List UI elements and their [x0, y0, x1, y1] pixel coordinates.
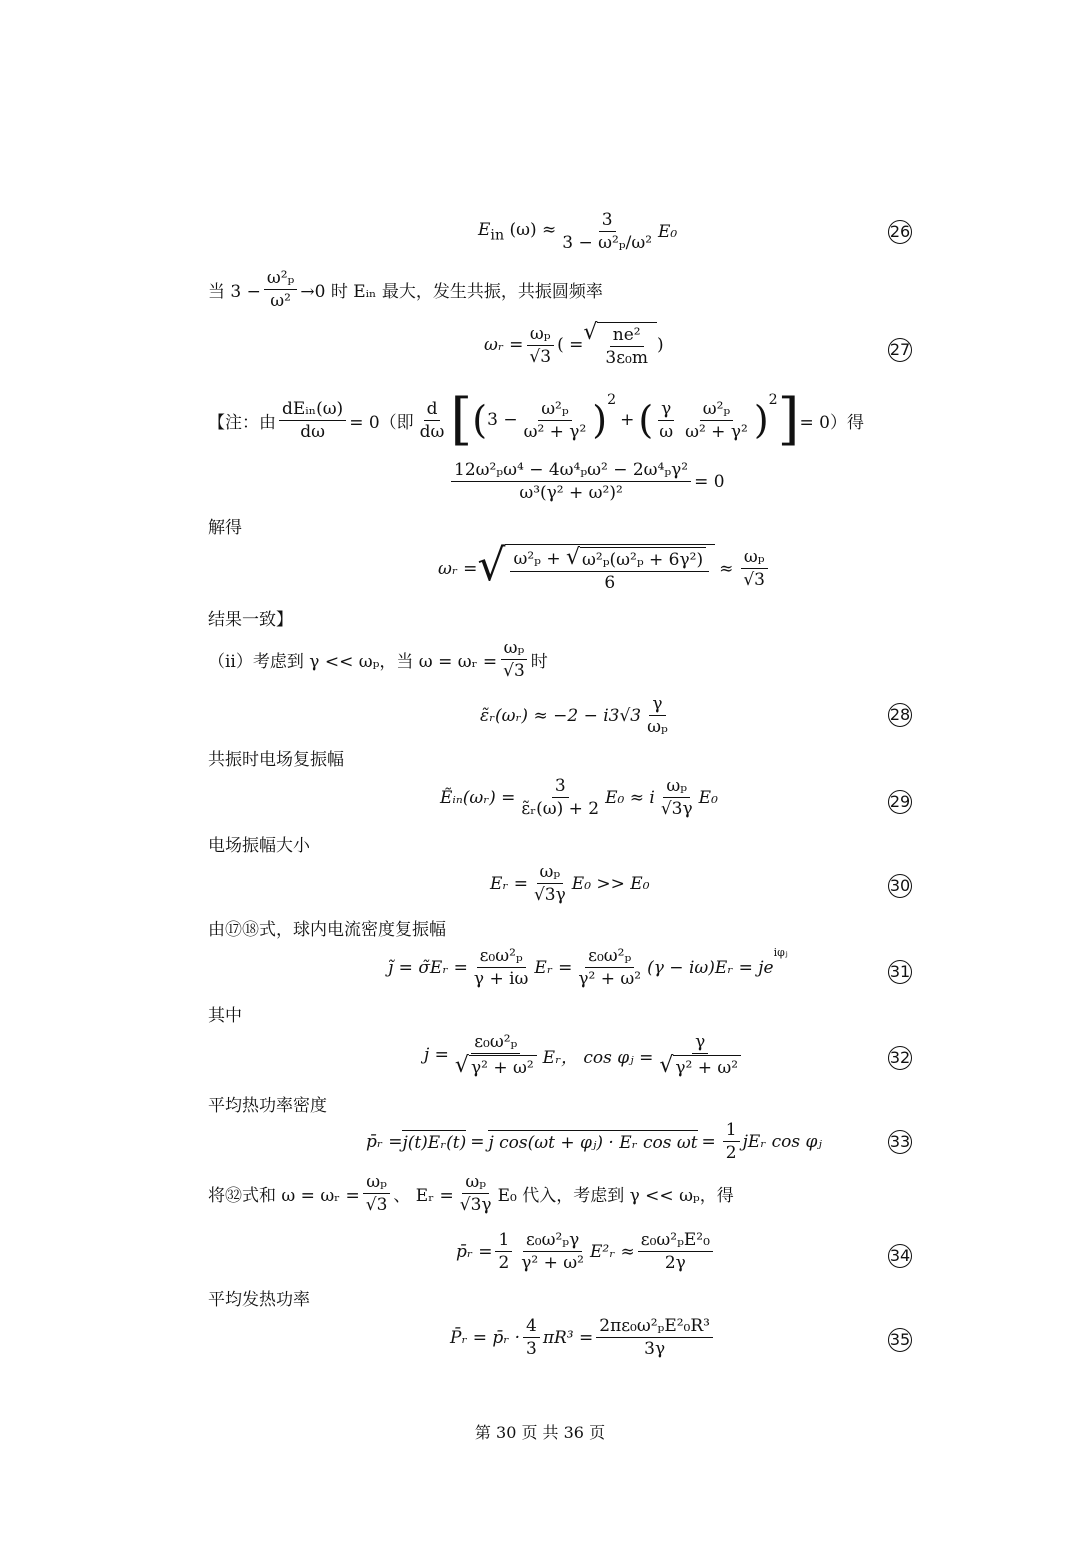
text-field-amplitude: 电场振幅大小 [208, 836, 310, 856]
equation-number-26: 26 [888, 220, 912, 244]
equation-26: $E_{in}$ (ω) ≈ $\frac{3}{\text{3 − ω²ₚ/ω²}}$ E₀ [478, 210, 678, 253]
equation-number-35: 35 [888, 1328, 912, 1352]
equation-30: Eᵣ = $\frac{\text{ωₚ}}{√3\gamma}$ E₀ >> E₀ [490, 862, 650, 905]
equation-33: p̄ᵣ = j(t)Eᵣ(t) = j cos(ωt + φⱼ) · Eᵣ cos ωt = $\frac{1}{2}$ jEᵣ cos φⱼ [366, 1120, 822, 1163]
equation-omega-r-result: ωᵣ = √ ω²ₚ + √ ω²ₚ(ω²ₚ + 6γ²) 6 ≈ $\frac{\text{ωₚ}}{√3}$ [438, 544, 771, 593]
note-equation: $\frac{\text{12ω²ₚω⁴ − 4ω⁴ₚω² − 2ω⁴ₚγ²}}{\text{ω³(γ² + ω²)²}}$ = 0 [448, 460, 725, 503]
equation-number-28: 28 [888, 703, 912, 727]
note-derivative-line: 【注：由 $\frac{\text{dEᵢₙ(ω)}}{d\omega}$ = 0（即 $\frac{d}{d\omega}$ [ ( 3 − $\frac{\text{ω²ₚ}}{\text{ω² + γ²}}$ ) $^2$ + ( $\frac{\gamma}{\omega}$ $\frac{\text{ω²ₚ}}{\text{ω² + γ²}}$ ) $^2$ ] = 0）得 [208, 387, 864, 452]
text-result-consistent: 结果一致】 [208, 610, 293, 630]
equation-number-33: 33 [888, 1130, 912, 1154]
equation-number-32: 32 [888, 1046, 912, 1070]
text-where: 其中 [208, 1006, 242, 1026]
equation-number-34: 34 [888, 1244, 912, 1268]
equation-27: ωᵣ = $\frac{\text{ωₚ}}{√3}$ ( = √ $\frac{\text{ne²}}{\text{3ε₀m}}$ ) [484, 320, 664, 368]
equation-31: j̃ = σ̃Eᵣ = $\frac{\text{ε₀ω²ₚ}}{\gamma + i\omega}$ Eᵣ = $\frac{\text{ε₀ω²ₚ}}{\text{γ² + ω²}}$ (γ − iω)Eᵣ = je $^{i\varphi ⱼ}$ [388, 946, 788, 989]
text-avg-heat-power: 平均发热功率 [208, 1290, 310, 1310]
equation-34: p̄ᵣ = $\frac{1}{2}$ $\frac{\text{ε₀ω²ₚγ}}{\text{γ² + ω²}}$ E²ᵣ ≈ $\frac{\text{ε₀ω²ₚE²₀}}{2\gamma}$ [456, 1230, 716, 1273]
equation-28: ε̃ᵣ(ωᵣ) ≈ −2 − i3√3 $\frac{\gamma}{\text{ωₚ}}$ [480, 694, 668, 737]
equation-35: P̄ᵣ = p̄ᵣ · $\frac{4}{3}$ πR³ = $\frac{\text{2πε₀ω²ₚE²₀R³}}{3\gamma}$ [450, 1316, 716, 1359]
equation-29: Ẽᵢₙ(ωᵣ) = $\frac{3}{\text{ε̃ᵣ(ω) + 2}}$ E₀ ≈ i $\frac{\text{ωₚ}}{√3\gamma}$ E₀ [440, 776, 718, 819]
equation-number-27: 27 [888, 338, 912, 362]
resonance-condition-text: 当 3 − $\frac{\text{ω²ₚ}}{\text{ω²}}$ →0 时 Eᵢₙ 最大，发生共振，共振圆频率 [208, 268, 603, 311]
text-resonance-amplitude: 共振时电场复振幅 [208, 750, 344, 770]
equation-number-30: 30 [888, 874, 912, 898]
text-avg-heat-power-density: 平均热功率密度 [208, 1096, 327, 1116]
text-jiede: 解得 [208, 518, 242, 538]
equation-number-29: 29 [888, 790, 912, 814]
text-part-ii: （ii）考虑到 γ << ωₚ，当 ω = ωᵣ = $\frac{\text{ωₚ}}{√3}$ 时 [208, 638, 548, 681]
text-current-density: 由⑰⑱式，球内电流密度复振幅 [208, 920, 446, 940]
text-substitute: 将㉜式和 ω = ωᵣ = $\frac{\text{ωₚ}}{√3}$ 、 Eᵣ = $\frac{\text{ωₚ}}{√3\gamma}$ E₀ 代入，考虑到 γ << ωₚ，得 [208, 1172, 734, 1215]
equation-32: j = ε₀ω²ₚ √ γ² + ω² Eᵣ， cos φⱼ = γ √ γ² + ω² [424, 1032, 747, 1078]
page-footer: 第 30 页 共 36 页 [474, 1423, 606, 1442]
equation-number-31: 31 [888, 960, 912, 984]
